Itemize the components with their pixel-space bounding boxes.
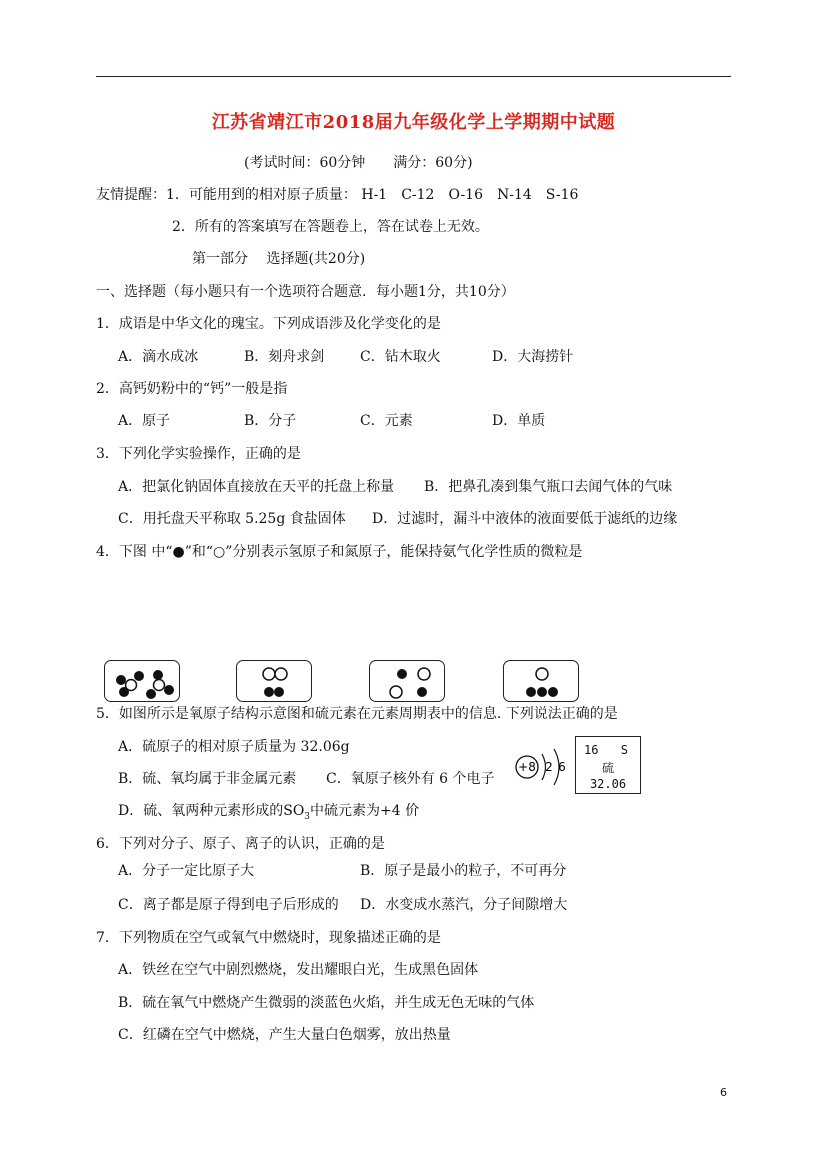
q3-stem: 3．下列化学实验操作，正确的是 <box>96 446 301 462</box>
page-title: 江苏省靖江市2018届九年级化学上学期期中试题 <box>211 112 616 133</box>
q2-option-b: B．分子 <box>244 413 297 429</box>
element-symbol: S <box>620 743 628 757</box>
shell-2-electrons: 6 <box>558 760 566 774</box>
q4-stem: 4．下图 中“●”和“○”分别表示氢原子和氮原子，能保持氨气化学性质的微粒是 <box>96 544 583 560</box>
atomic-number: 16 <box>584 743 599 757</box>
q5-option-d-subscript: 3 <box>304 811 311 822</box>
q3-option-d: D．过滤时，漏斗中液体的液面要低于滤纸的边缘 <box>372 511 678 527</box>
q6-option-b: B．原子是最小的粒子，不可再分 <box>360 863 567 879</box>
q4-option-d-molecules <box>503 660 579 702</box>
molecule-diagram-d <box>504 661 580 703</box>
notice-line-1: 友情提醒：1．可能用到的相对原子质量： H-1 C-12 O-16 N-14 S-16 <box>96 187 579 203</box>
element-name: 硫 <box>601 761 614 775</box>
q1-option-b: B．刻舟求剑 <box>244 349 325 365</box>
q7-stem: 7．下列物质在空气或氧气中燃烧时，现象描述正确的是 <box>96 930 441 946</box>
q5-option-c: C．氧原子核外有 6 个电子 <box>326 771 495 787</box>
q7-option-a: A．铁丝在空气中剧烈燃烧，发出耀眼白光，生成黑色固体 <box>118 962 479 978</box>
q1-option-a: A．滴水成冰 <box>118 349 199 365</box>
q1-stem: 1．成语是中华文化的瑰宝。下列成语涉及化学变化的是 <box>96 316 441 332</box>
q5-stem: 5．如图所示是氧原子结构示意图和硫元素在元素周期表中的信息. 下列说法正确的是 <box>96 706 618 722</box>
q3-option-b: B．把鼻孔凑到集气瓶口去闻气体的气味 <box>424 479 673 495</box>
molecule-diagram-b <box>237 661 313 703</box>
q2-stem: 2．高钙奶粉中的“钙”一般是指 <box>96 381 288 397</box>
q5-option-d-text: D．硫、氧两种元素形成的SO <box>118 803 305 819</box>
q3-option-a: A．把氯化钠固体直接放在天平的托盘上称量 <box>118 479 395 495</box>
q4-option-a-molecules <box>104 660 180 702</box>
part-title: 第一部分 选择题(共20分) <box>192 251 366 267</box>
sulfur-element-card <box>575 736 641 794</box>
atomic-mass: 32.06 <box>589 777 627 791</box>
molecule-diagram-c <box>370 661 446 703</box>
q2-option-c: C．元素 <box>360 413 413 429</box>
notice-line-2: 2．所有的答案填写在答题卷上，答在试卷上无效。 <box>172 219 489 235</box>
q5-option-a: A．硫原子的相对原子质量为 32.06g <box>118 739 350 755</box>
q3-option-c: C．用托盘天平称取 5.25g 食盐固体 <box>118 511 346 527</box>
q1-option-c: C．钻木取火 <box>360 349 441 365</box>
q2-option-d: D．单质 <box>492 413 546 429</box>
q2-option-a: A．原子 <box>118 413 171 429</box>
exam-info: (考试时间：60分钟 满分：60分) <box>244 155 473 171</box>
nucleus-charge: +8 <box>518 760 536 774</box>
molecule-diagram-a <box>105 661 181 703</box>
header-rule <box>96 76 731 77</box>
q1-option-d: D．大海捞针 <box>492 349 574 365</box>
page-number: 6 <box>720 1086 727 1099</box>
q6-stem: 6．下列对分子、原子、离子的认识，正确的是 <box>96 836 385 852</box>
q7-option-b: B．硫在氧气中燃烧产生微弱的淡蓝色火焰，并生成无色无味的气体 <box>118 995 535 1011</box>
q7-option-c: C．红磷在空气中燃烧，产生大量白色烟雾，放出热量 <box>118 1027 451 1043</box>
q5-option-d <box>118 800 419 822</box>
section-title: 一、选择题（每小题只有一个选项符合题意．每小题1分，共10分） <box>96 284 515 300</box>
q4-option-b-molecules <box>236 660 312 702</box>
shell-1-electrons: 2 <box>545 760 553 774</box>
q5-option-b: B．硫、氧均属于非金属元素 <box>118 771 297 787</box>
q5-option-d-text-end: 中硫元素为+4 价 <box>310 803 420 819</box>
oxygen-atom-structure-diagram <box>512 742 572 792</box>
q6-option-c: C．离子都是原子得到电子后形成的 <box>118 897 339 913</box>
q6-option-a: A．分子一定比原子大 <box>118 863 255 879</box>
q6-option-d: D．水变成水蒸汽，分子间隙增大 <box>360 897 568 913</box>
q4-option-c-molecules <box>369 660 445 702</box>
